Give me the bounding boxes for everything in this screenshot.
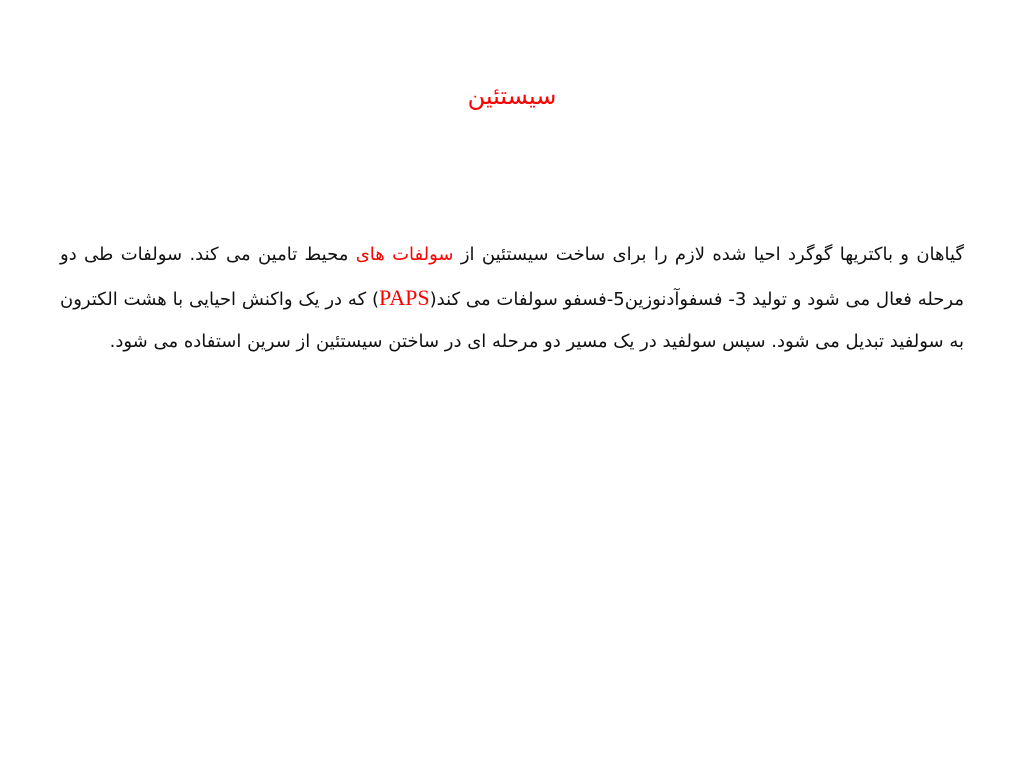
paragraph-text-1: گیاهان و باکتریها گوگرد احیا شده لازم را برای ساخت سیستئین از [453, 244, 965, 265]
highlight-paps: PAPS [379, 284, 430, 310]
paragraph-text-2: محیط تامین می کند. سولفات طی دو مرحله فعال می شود و تولید 3- فسفوآدنوزین5-فسفو سولفات می کند( [60, 244, 965, 310]
paragraph-text-3: ) که در یک واکنش احیایی با هشت الکترون به سولفید تبدیل می شود. سپس سولفید در یک مسیر دو مرحله ای در ساختن سیستئین از سرین استفاده می شود. [60, 288, 964, 352]
highlight-sulfates: سولفات های [355, 244, 454, 265]
body-paragraph [60, 234, 964, 364]
slide-title: سیستئین [467, 82, 557, 110]
